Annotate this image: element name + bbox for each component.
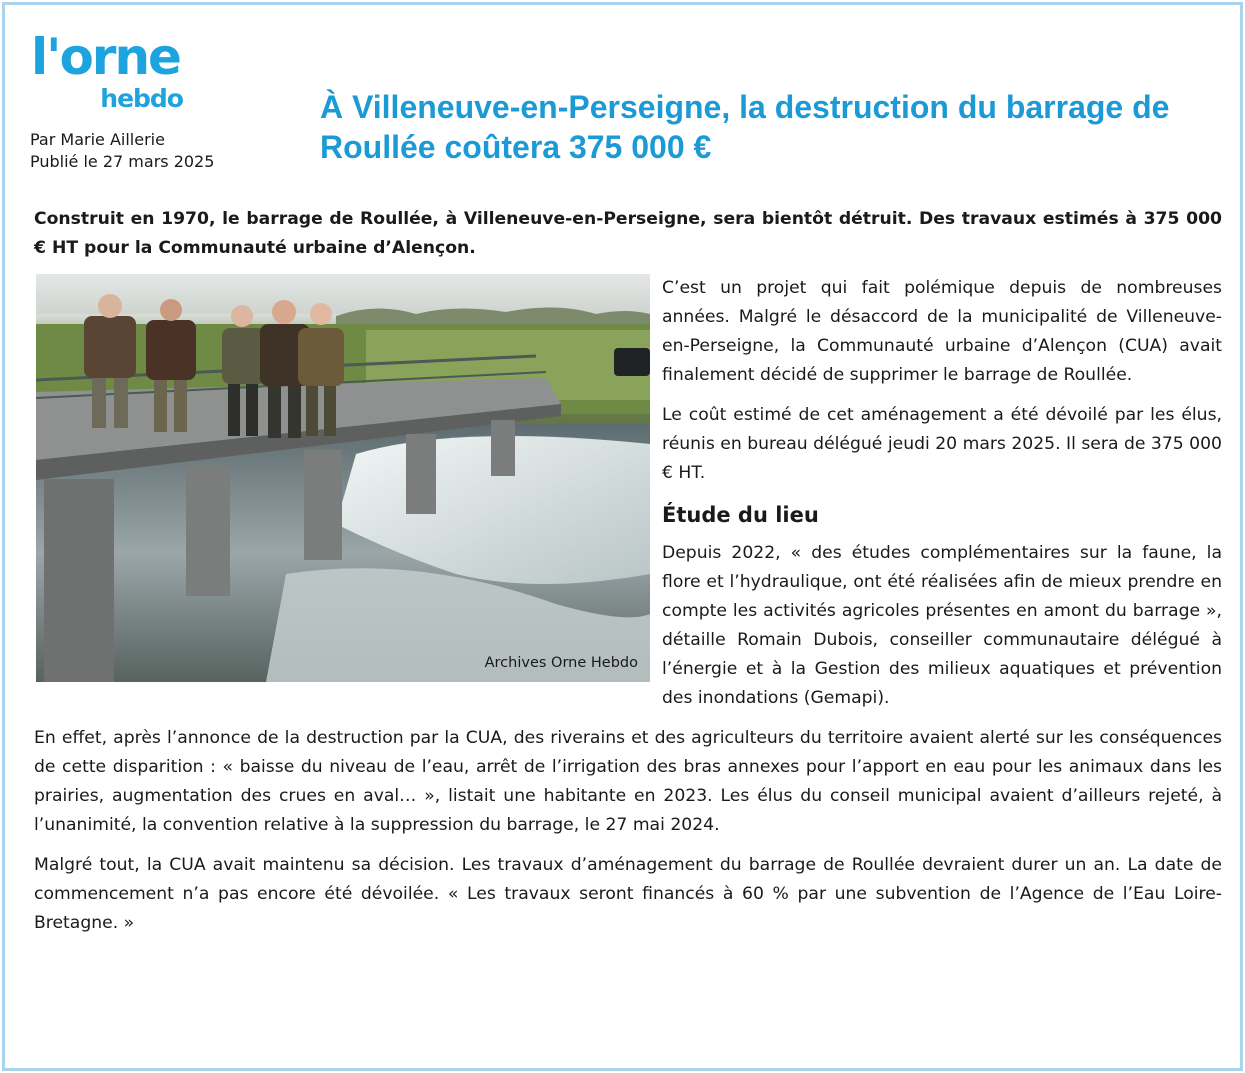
dam-photo-illustration bbox=[36, 274, 650, 682]
author-line: Par Marie Aillerie bbox=[30, 130, 165, 149]
publish-date: Publié le 27 mars 2025 bbox=[30, 152, 215, 171]
orne-hebdo-logo bbox=[31, 29, 191, 119]
paragraph-5: Malgré tout, la CUA avait maintenu sa décision. Les travaux d’aménagement du barrage de Roullée devraient durer un an. La date de commencement n’a pas encore été dévoilée. « Les travaux seront financés à 60 % par une subvention de l’Agence de l’Eau Loire-Bretagne. » bbox=[34, 855, 1222, 933]
headline: À Villeneuve-en-Perseigne, la destruction du barrage de Roullée coûtera 375 000 € bbox=[320, 89, 1170, 165]
byline bbox=[30, 129, 214, 173]
dam-photo bbox=[36, 274, 650, 682]
photo-caption: Archives Orne Hebdo bbox=[484, 655, 638, 671]
paragraph-1: C’est un projet qui fait polémique depuis de nombreuses années. Malgré le désaccord de la municipalité de Villeneuve-en-Perseigne, la Communauté urbaine d’Alençon (CUA) avait finalement décidé de supprimer le barrage de Roullée. bbox=[662, 278, 1222, 385]
article-body bbox=[34, 205, 1222, 949]
paragraph-2: Le coût estimé de cet aménagement a été dévoilé par les élus, réunis en bureau délégué jeudi 20 mars 2025. Il sera de 375 000 € HT. bbox=[662, 405, 1222, 483]
logo-wordmark: l'orne bbox=[31, 28, 180, 86]
paragraph-3: Depuis 2022, « des études complémentaires sur la faune, la flore et l’hydraulique, ont été réalisées afin de mieux prendre en compte les activités agricoles présentes en amont du barrage », détaille Romain Dubois, conseiller communautaire délégué à l’énergie et à la Gestion des milieux aquatiques et prévention des inondations (Gemapi). bbox=[662, 543, 1222, 708]
subheading: Étude du lieu bbox=[662, 503, 819, 527]
paragraph-4: En effet, après l’annonce de la destruction par la CUA, des riverains et des agriculteurs du territoire avaient alerté sur les conséquences de cette disparition : « baisse du niveau de l’eau, arrêt de l’irrigation des bras annexes pour l’apport en eau pour les animaux dans les prairies, augmentation des crues en aval… », listait une habitante en 2023. Les élus du conseil municipal avaient d’ailleurs rejeté, à l’unanimité, la convention relative à la suppression du barrage, le 27 mai 2024. bbox=[34, 728, 1222, 835]
article-frame bbox=[2, 2, 1243, 1071]
lead-paragraph: Construit en 1970, le barrage de Roullée, à Villeneuve-en-Perseigne, sera bientôt détruit. Des travaux estimés à 375 000 € HT pour la Communauté urbaine d’Alençon. bbox=[34, 209, 1222, 258]
logo-subword: hebdo bbox=[100, 84, 183, 113]
